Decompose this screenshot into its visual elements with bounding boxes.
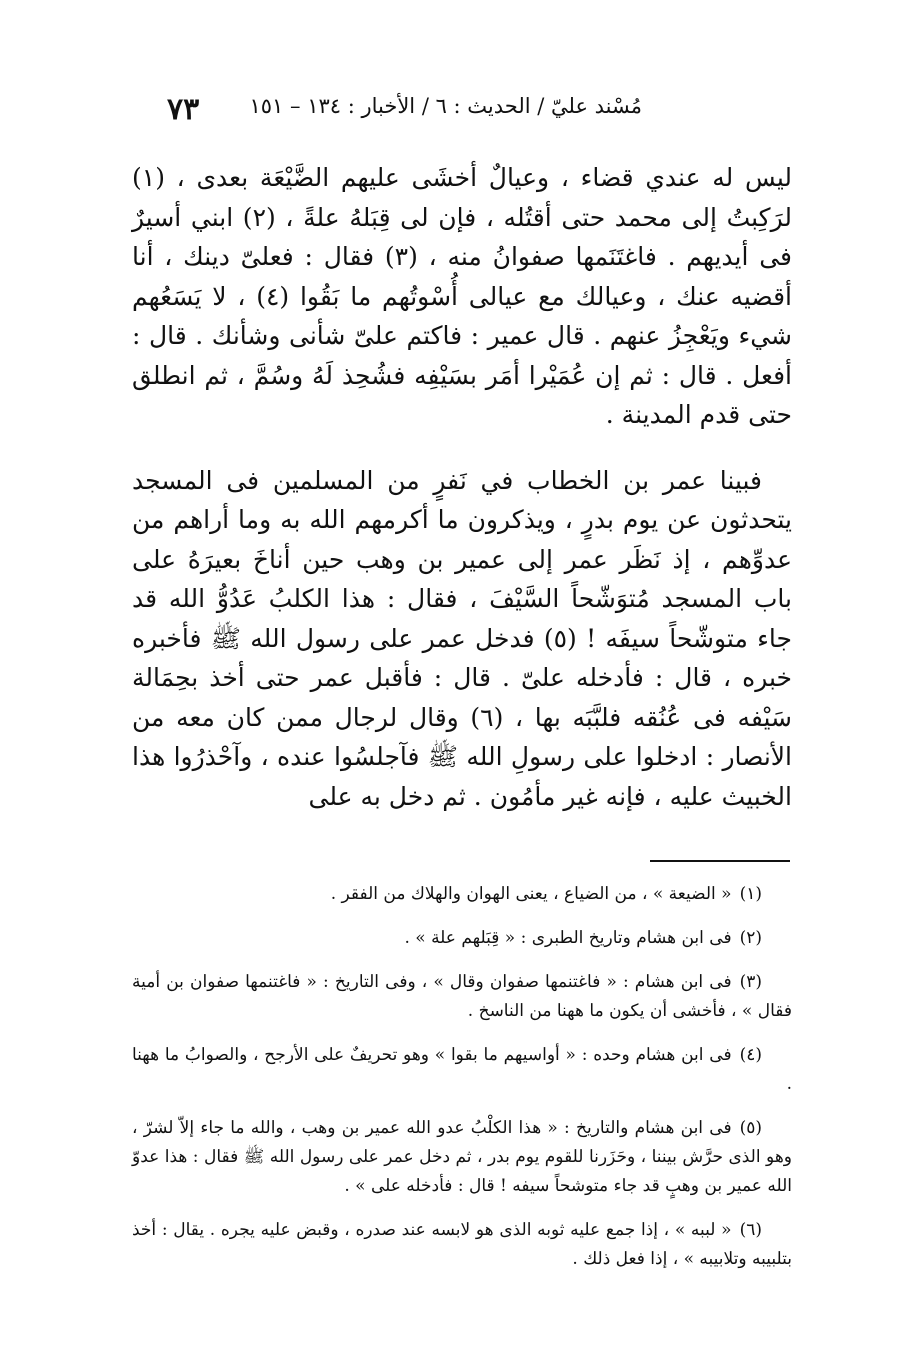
footnote-text: فى ابن هشام : « فاغتنمها صفوان وقال » ، وفى التاريخ : « فاغتنمها صفوان بن أمية فقال » ، فأخشى أن يكون ما ههنا من الناسخ .: [132, 972, 792, 1021]
paragraph-2: فبينا عمر بن الخطاب في نَفرٍ من المسلمين فى المسجد يتحدثون عن يوم بدرٍ ، ويذكرون ما أكرمهم الله به وما أراهم من عدوِّهم ، إذ نَظَر عمر إلى عمير بن وهب حين أناخَ بعيرَهُ على باب المسجد مُتوَشّحاً السَّيْفَ ، فقال : هذا الكلبُ عَدُوُّ الله قد جاء متوشّحاً سيفَه ! (٥) فدخل عمر على رسول الله ﷺ فأخبره خبره ، قال : فأدخله علىّ . قال : فأقبل عمر حتى أخذ بحِمَالة سَيْفه فى عُنُقه فلبَّبَه بها ، (٦) وقال لرجال ممن كان معه من الأنصار : ادخلوا على رسولِ الله ﷺ فآجلسُوا عنده ، وآحْذرُوا هذا الخبيث عليه ، فإنه غير مأمُون . ثم دخل به على: [132, 465, 792, 811]
page-number: ٧٣: [167, 92, 200, 127]
footnote-1: [132, 880, 792, 909]
main-text: [132, 158, 792, 816]
footnote-text: فى ابن هشام وتاريخ الطبرى : « قِبَلهم علة » .: [404, 928, 732, 948]
running-title: مُسْند عليّ / الحديث : ٦ / الأخبار : ١٣٤ – ١٥١: [249, 94, 642, 118]
footnote-marker: (١): [739, 884, 762, 904]
footnote-2: [132, 924, 792, 953]
footnote-divider: [650, 860, 790, 862]
footnote-3: [132, 968, 792, 1026]
footnote-marker: (٢): [739, 928, 762, 948]
footnote-text: « لببه » ، إذا جمع عليه ثوبه الذى هو لابسه عند صدره ، وقبض عليه يجره . يقال : أخذ بتلبيبه وتلابيبه » ، إذا فعل ذلك .: [132, 1220, 792, 1269]
footnote-marker: (٣): [739, 972, 762, 992]
footnote-marker: (٥): [739, 1118, 762, 1138]
footnote-6: [132, 1216, 792, 1274]
book-page: [132, 92, 792, 1289]
footnote-text: « الضيعة » ، من الضياع ، يعنى الهوان والهلاك من الفقر .: [330, 884, 732, 904]
paragraph-1: ليس له عندي قضاء ، وعيالٌ أخشَى عليهم الضَّيْعَة بعدى ، (١) لرَكِبتُ إلى محمد حتى أقتُله ، فإن لى قِبَلهُ علةً ، (٢) ابني أسيرٌ فى أيديهم . فاغتَنَمها صفوانُ منه ، (٣) فقال : فعلىّ دينك ، أنا أقضيه عنك ، وعيالك مع عيالى أُسْوتُهم ما بَقُوا (٤) ، لا يَسَعُهم شيء ويَعْجِزُ عنهم . قال عمير : فاكتم علىّ شأنى وشأنك . قال : أفعل . قال : ثم إن عُمَيْرا أمَر بسَيْفِه فشُحِذ لَهُ وسُمَّ ، ثم انطلق حتى قدم المدينة .: [132, 163, 793, 429]
footnote-marker: (٦): [739, 1220, 762, 1240]
footnote-marker: (٤): [739, 1045, 762, 1065]
footnotes: [132, 880, 792, 1274]
footnote-4: [132, 1041, 792, 1099]
footnote-text: فى ابن هشام والتاريخ : « هذا الكلْبُ عدو الله عمير بن وهب ، والله ما جاء إلاّ لشرّ ، وهو الذى حرَّش بيننا ، وحَزَرنا للقوم يوم بدر ، ثم دخل عمر على رسول الله ﷺ فقال : هذا عدوّ الله عمير بن وهبٍ قد جاء متوشحاً سيفه ! قال : فأدخله على » .: [132, 1118, 792, 1196]
running-header: [132, 92, 792, 132]
footnote-5: [132, 1114, 792, 1201]
footnote-text: فى ابن هشام وحده : « أواسيهم ما بقوا » وهو تحريفٌ على الأرجح ، والصوابُ ما ههنا .: [132, 1045, 792, 1094]
